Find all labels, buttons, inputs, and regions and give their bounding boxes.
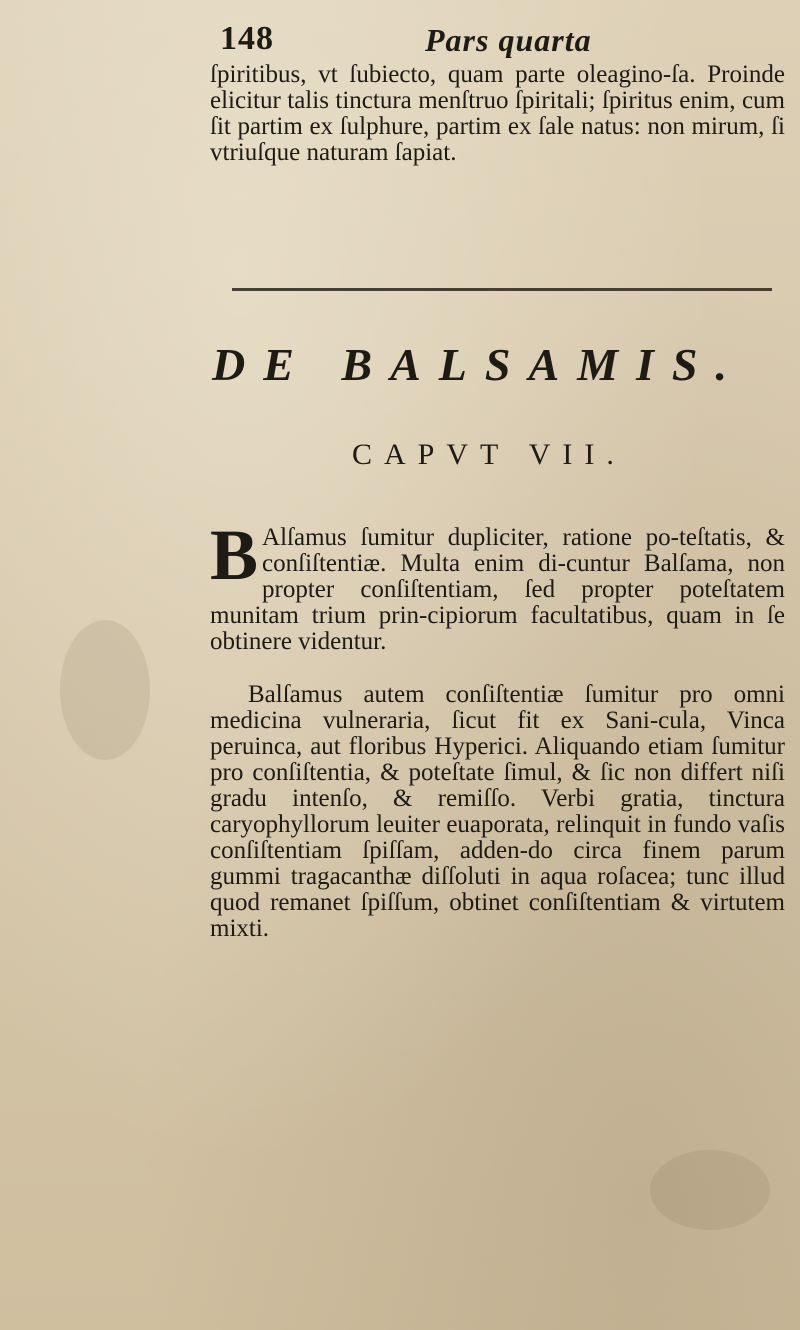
drop-cap: B xyxy=(210,515,259,595)
chapter-heading: CAPVT VII. xyxy=(352,438,626,471)
section-divider xyxy=(232,288,772,291)
running-head: Pars quarta xyxy=(425,22,592,58)
paragraph-first-text: Alſamus ſumitur dupliciter, ratione po-teſtatis, & conſiſtentiæ. Multa enim di-cuntur Balſama, non propter conſiſtentiam, ſed propter poteſtatem munitam trium prin-cipiorum facultatibus, quam in ſe obtinere videntur. xyxy=(210,524,785,655)
paragraph-first xyxy=(210,515,785,655)
paper-stain xyxy=(60,620,150,760)
intro-paragraph: ſpiritibus, vt ſubiecto, quam parte oleagino-ſa. Proinde elicitur talis tinctura menſtruo ſpiritali; ſpiritus enim, cum ſit partim ex ſulphure, partim ex ſale natus: non mirum, ſi vtriuſque naturam ſapiat. xyxy=(210,61,785,166)
section-title: DE BALSAMIS. xyxy=(212,339,746,390)
page-number: 148 xyxy=(220,20,274,57)
paper-stain xyxy=(650,1150,770,1230)
paragraph-second: Balſamus autem conſiſtentiæ ſumitur pro omni medicina vulneraria, ſicut fit ex Sani-cula, Vinca peruinca, aut floribus Hyperici. Aliquando etiam ſumitur pro conſiſtentia, & poteſtate ſimul, & ſic non differt niſi gradu intenſo, & remiſſo. Verbi gratia, tinctura caryophyllorum leuiter euaporata, relinquit in fundo vaſis conſiſtentiam ſpiſſam, adden-do circa finem parum gummi tragacanthæ diſſoluti in aqua roſacea; tunc illud quod remanet ſpiſſum, obtinet conſiſtentiam & virtutem mixti. xyxy=(210,681,785,942)
